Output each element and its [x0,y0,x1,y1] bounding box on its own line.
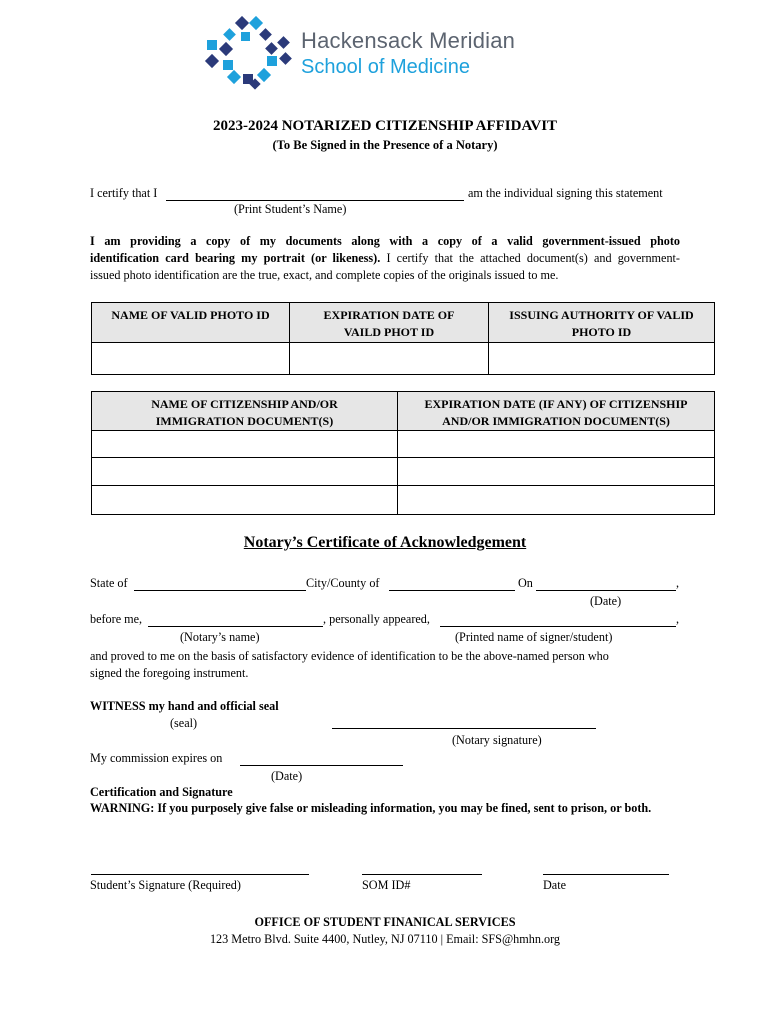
seal-caption: (seal) [170,716,198,730]
commission-expires-label: My commission expires on [90,751,223,765]
header-text: EXPIRATION DATE (IF ANY) OF CITIZENSHIP [424,397,688,411]
som-id-line[interactable] [362,874,482,875]
photo-id-authority-header [489,303,715,343]
table-row [92,486,715,515]
statement-line2-rest: I certify that the attached document(s) and government- [380,251,680,265]
notary-name-caption: (Notary’s name) [180,630,260,644]
notary-signature-line[interactable] [332,728,596,729]
table-row [92,431,715,458]
footer-address: 123 Metro Blvd. Suite 4400, Nutley, NJ 07110 | Email: SFS@hmhn.org [209,932,561,946]
comma: , [676,612,680,626]
statement-line1: I am providing a copy of my documents along with a copy of a valid government-issued photo [90,234,680,248]
citizenship-doc-name-cell[interactable] [92,486,398,515]
on-label: On [518,576,533,590]
statement-paragraph [90,233,680,284]
notary-name-line[interactable] [148,626,323,627]
student-name-caption: (Print Student’s Name) [234,202,347,216]
certification-heading: Certification and Signature [90,785,233,799]
photo-id-header-row [92,303,715,343]
som-id-caption: SOM ID# [362,878,411,892]
city-county-label: City/County of [306,576,380,590]
citizenship-doc-name-cell[interactable] [92,431,398,458]
photo-id-name-header [92,303,290,343]
statement-line3: issued photo identification are the true, exact, and complete copies of the originals issued to me. [90,268,559,282]
logo-mark-icon [203,16,295,90]
signer-name-line[interactable] [440,626,676,627]
header-text: VAILD PHOT ID [343,325,435,339]
logo-line2: School of Medicine [301,56,470,78]
witness-heading: WITNESS my hand and official seal [90,699,279,713]
citizenship-doc-expiration-cell[interactable] [398,458,715,486]
citizenship-doc-table [91,391,715,515]
citizenship-doc-expiration-cell[interactable] [398,486,715,515]
city-county-line[interactable] [389,590,515,591]
student-signature-line[interactable] [91,874,309,875]
commission-date-line[interactable] [240,765,403,766]
header-text: AND/OR IMMIGRATION DOCUMENT(S) [442,414,670,428]
student-name-line[interactable] [166,200,464,201]
citizenship-header-row [92,392,715,431]
commission-date-caption: (Date) [271,769,303,783]
on-date-caption: (Date) [590,594,622,608]
header-text: NAME OF VALID PHOTO ID [111,308,270,322]
table-row [92,343,715,375]
date-caption: Date [543,878,567,892]
statement-line2-bold: identification card bearing my portrait (or likeness). [90,251,381,265]
on-date-line[interactable] [536,590,676,591]
citizenship-doc-expiration-cell[interactable] [398,431,715,458]
certify-suffix: am the individual signing this statement [468,186,663,200]
photo-id-table [91,302,715,375]
personally-appeared-label: , personally appeared, [323,612,430,626]
document-title: 2023-2024 NOTARIZED CITIZENSHIP AFFIDAVIT [212,118,558,134]
citizenship-doc-name-header [92,392,398,431]
statement-line2 [90,250,680,267]
footer-office: OFFICE OF STUDENT FINANICAL SERVICES [254,915,516,929]
proved-line2: signed the foregoing instrument. [90,666,249,680]
header-text: ISSUING AUTHORITY OF VALID [509,308,694,322]
date-line[interactable] [543,874,669,875]
state-line[interactable] [134,590,306,591]
notary-signature-caption: (Notary signature) [452,733,542,747]
document-subtitle: (To Be Signed in the Presence of a Notary) [272,138,498,152]
logo-line1: Hackensack Meridian [301,28,516,53]
photo-id-expiration-cell[interactable] [290,343,489,375]
header-text: NAME OF CITIZENSHIP AND/OR [151,397,338,411]
signer-name-caption: (Printed name of signer/student) [455,630,613,644]
header-text: IMMIGRATION DOCUMENT(S) [155,414,334,428]
school-logo [203,16,533,90]
citizenship-doc-expiration-header [398,392,715,431]
student-signature-caption: Student’s Signature (Required) [90,878,241,892]
header-text: EXPIRATION DATE OF [323,308,455,322]
photo-id-name-cell[interactable] [92,343,290,375]
certify-prefix: I certify that I [90,186,158,200]
header-text: PHOTO ID [571,325,632,339]
table-row [92,458,715,486]
comma: , [676,576,680,590]
proved-line1: and proved to me on the basis of satisfactory evidence of identification to be the above-named person who [90,649,609,663]
before-me-label: before me, [90,612,143,626]
photo-id-authority-cell[interactable] [489,343,715,375]
photo-id-expiration-header [290,303,489,343]
warning-text: WARNING: If you purposely give false or misleading information, you may be fined, sent to prison, or both. [90,801,652,815]
notary-certificate-title: Notary’s Certificate of Acknowledgement [243,534,527,551]
citizenship-doc-name-cell[interactable] [92,458,398,486]
state-label: State of [90,576,128,590]
